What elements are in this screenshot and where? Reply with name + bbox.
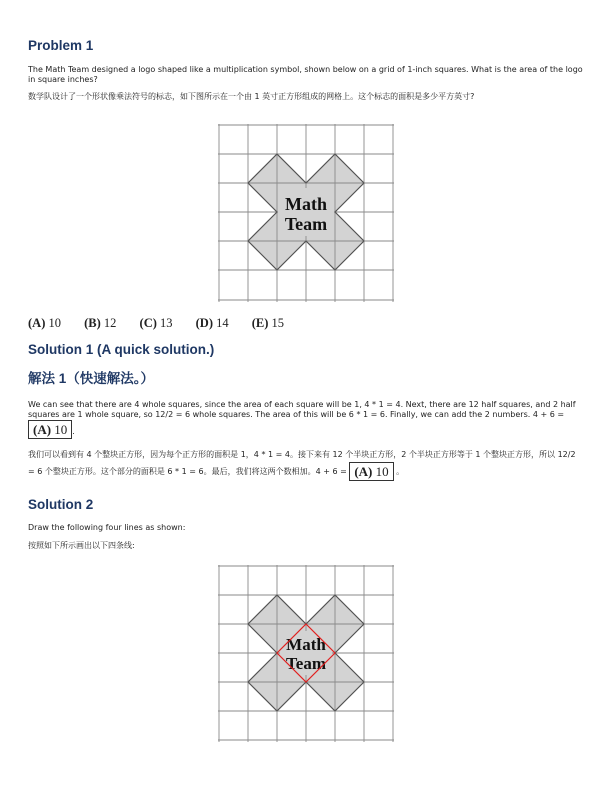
choice-letter: (B): [84, 316, 101, 330]
choice-letter: (A): [28, 316, 46, 330]
solution1-heading-zh: 解法 1（快速解法。）: [28, 371, 155, 386]
solution1-answer-en: [28, 420, 75, 439]
choice-value: 12: [103, 316, 117, 330]
solution1-text-en: [28, 400, 584, 420]
logo-figure-solution2: [218, 565, 394, 742]
answer-period-en: .: [72, 427, 75, 436]
answer-period-zh: 。: [396, 467, 405, 476]
solution2-text-zh: 按照如下所示画出以下四条线:: [28, 541, 135, 550]
solution2-heading: Solution 2: [28, 497, 94, 512]
choice-letter: (D): [195, 316, 213, 330]
solution1-text-zh-body: 我们可以看到有 4 个整块正方形，因为每个正方形的面积是 1，4 * 1 = 4。接下来有 12 个半块正方形，2 个半块正方形等于 1 个整块正方形，所以 12/2 = 6 个整块正方形。这个部分的面积是 6 * 1 = 6。最后，我们将这两个数相加。4 + 6 =: [28, 450, 576, 476]
problem-heading: Problem 1: [28, 38, 94, 53]
boxed-answer-letter: (A): [33, 422, 52, 437]
problem-text-en: The Math Team designed a logo shaped like a multiplication symbol, shown below on a grid of 1-inch squares. What is the area of the logo in square inches?: [28, 65, 583, 84]
choice-e[interactable]: [252, 316, 284, 331]
logo-figure-problem: [218, 124, 394, 302]
boxed-answer-zh: [349, 462, 393, 481]
choice-b[interactable]: [84, 316, 116, 331]
choice-value: 13: [160, 316, 173, 330]
choice-letter: (C): [139, 316, 157, 330]
answer-choices: [28, 316, 304, 331]
choice-value: 15: [271, 316, 285, 330]
boxed-answer-letter: (A): [354, 464, 373, 479]
logo-label-team: Team: [286, 654, 326, 673]
choice-c[interactable]: [140, 316, 173, 331]
solution1-text-en-body: We can see that there are 4 whole squares, since the area of each square will be 1, 4 * 1 = 4. Next, there are 12 half squares, and 2 half squares are 1 whole square, so 12/2 = 6 whole squares. The area of this will be 6 * 1 = 6. Finally, we can add the 2 numbers. 4 + 6 =: [28, 400, 576, 419]
solution1-heading-en: Solution 1 (A quick solution.): [28, 342, 215, 357]
logo-label-team: Team: [284, 214, 328, 234]
choice-letter: (E): [251, 316, 269, 330]
solution1-text-zh: [28, 449, 584, 479]
boxed-answer-en: [28, 420, 72, 439]
choice-d[interactable]: [196, 316, 229, 331]
boxed-answer-value: 10: [375, 464, 389, 479]
problem-text-zh: 数学队设计了一个形状像乘法符号的标志，如下图所示在一个由 1 英寸正方形组成的网格上。这个标志的面积是多少平方英寸?: [28, 92, 475, 101]
choice-value: 10: [48, 316, 61, 330]
choice-a[interactable]: [28, 316, 61, 331]
logo-label-math: Math: [286, 635, 326, 654]
boxed-answer-value: 10: [54, 422, 68, 437]
logo-label-math: Math: [285, 194, 327, 214]
solution2-text-en: Draw the following four lines as shown:: [28, 523, 186, 532]
choice-value: 14: [216, 316, 229, 330]
